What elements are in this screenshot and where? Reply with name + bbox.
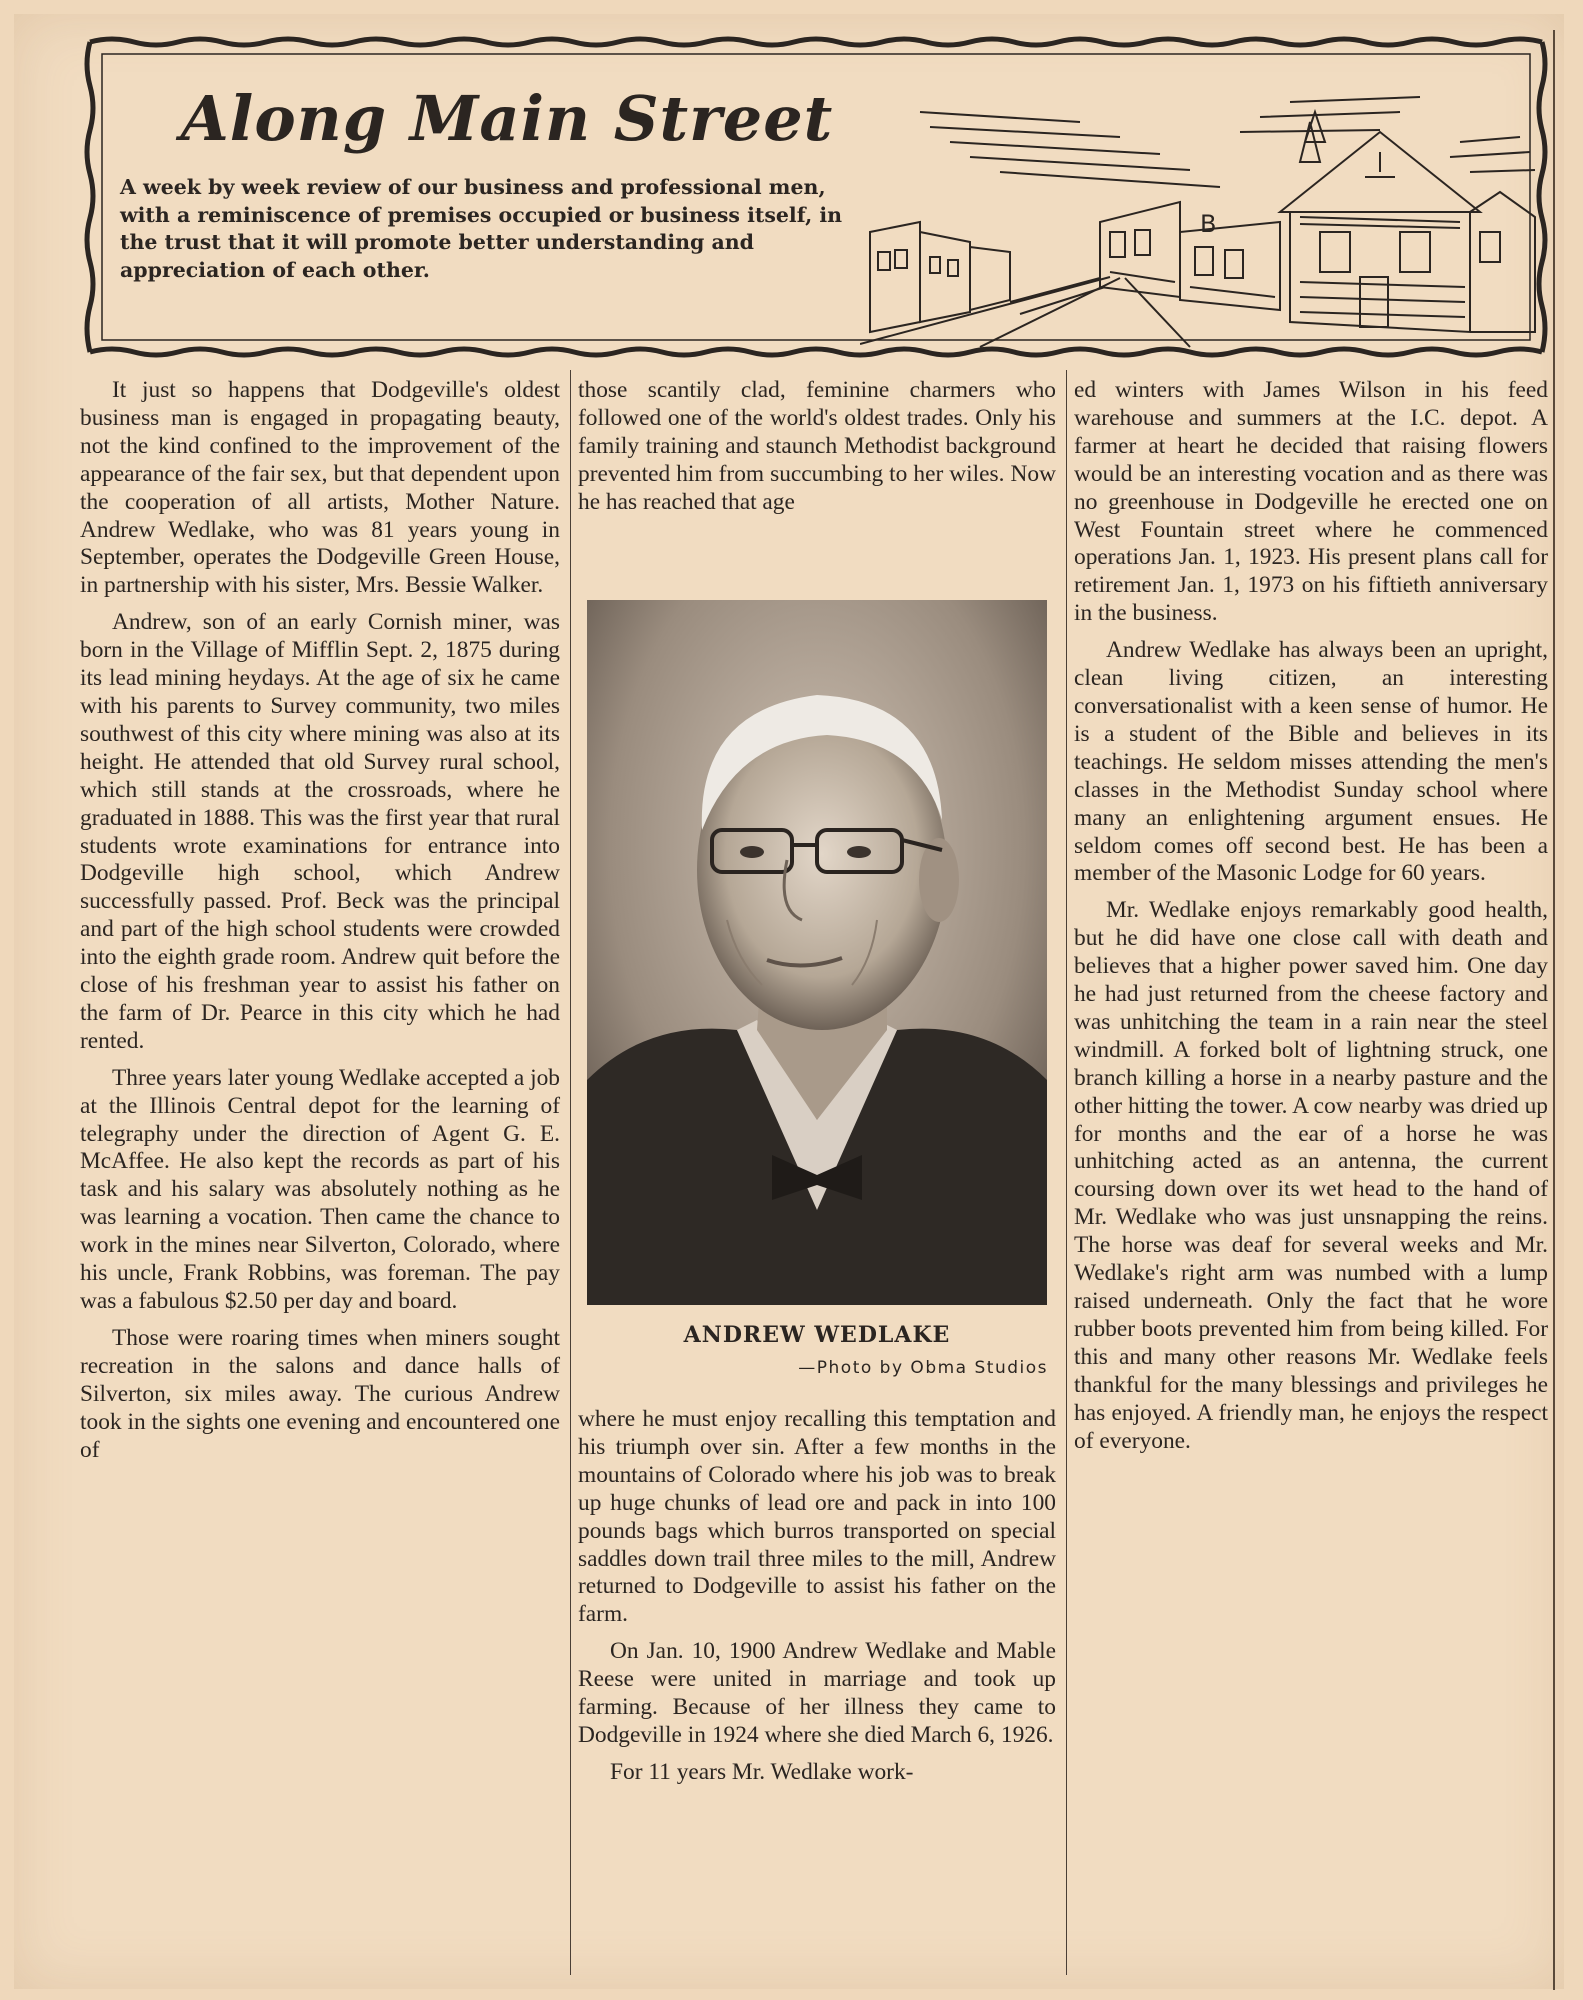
paragraph: On Jan. 10, 1900 Andrew Wedlake and Mable Reese were united in marriage and took up farming. Because of her illness they came to Dodgeville in 1924 where she died March 6, 1926. — [578, 1638, 1056, 1748]
paragraph: Andrew, son of an early Cornish miner, was born in the Village of Mifflin Sept. 2, 1875 during its lead mining heydays. At the age of six he came with his parents to Survey community, two miles southwest of this city where mining was also at its height. He attended that old Survey rural school, which still stands at the crossroads, where he graduated in 1888. This was the first year that rural students wrote examinations for entrance into Dodgeville high school, which Andrew successfully passed. Prof. Beck was the principal and part of the high school students were crowded into the eighth grade room. Andrew quit before the close of his freshman year to assist his father on the farm of Dr. Pearce in this city which he had rented. — [80, 609, 560, 1054]
paragraph: Those were roaring times when miners sought recreation in the salons and dance halls of Silverton, six miles away. The curious Andrew took in the sights one evening and encountered one of — [80, 1324, 560, 1463]
main-street-buildings-sketch-icon — [860, 82, 1540, 352]
article-column-2-bottom — [578, 1406, 1056, 1796]
masthead-box — [82, 34, 1552, 364]
paragraph: Andrew Wedlake has always been an upright, clean living citizen, an interesting conversationalist with a keen sense of humor. He is a student of the Bible and believes in its teachings. He seldom misses attending the men's classes in the Methodist Sunday school where many an enlightening argument ensues. He seldom comes off second best. He has been a member of the Masonic Lodge for 60 years. — [1074, 637, 1548, 887]
column-rule-1 — [570, 370, 571, 1975]
column-rule-2 — [1066, 370, 1067, 1975]
portrait-photo — [587, 600, 1047, 1305]
masthead-subtitle: A week by week review of our business and professional men, with a reminiscence of premises occupied or business itself, in the trust that it will promote better understanding and appreciation of each other. — [120, 175, 843, 282]
paragraph: For 11 years Mr. Wedlake work- — [610, 1758, 914, 1785]
masthead-title: Along Main Street — [180, 82, 834, 155]
paragraph: where he must enjoy recalling this temptation and his triumph over sin. After a few months in the mountains of Colorado where his job was to break up huge chunks of lead ore and pack in into 100 pounds bags which burros transported on special saddles down trail three miles to the mill, Andrew returned to Dodgeville to assist his father on the farm. — [578, 1406, 1056, 1628]
paragraph: Mr. Wedlake enjoys remarkably good health, but he did have one close call with death and believes that a higher power saved him. One day he had just returned from the cheese factory and was unhitching the team in a rain near the steel windmill. A forked bolt of lightning struck, one branch killing a horse in a nearby pasture and the other hitting the tower. A cow nearby was dried up for months and the ear of a horse he was unhitching acted as an antenna, the current coursing down over its wet head to the hand of Mr. Wedlake who was just unsnapping the reins. The horse was deaf for several weeks and Mr. Wedlake's right arm was numbed with a lump raised underneath. Only the fact that he wore rubber boots prevented him from being killed. For this and many other reasons Mr. Wedlake feels thankful for the many blessings and privileges he has enjoyed. A friendly man, he enjoys the respect of everyone. — [1074, 897, 1548, 1454]
paragraph: It just so happens that Dodgeville's oldest business man is engaged in propagating beauty, not the kind confined to the improvement of the appearance of the fair sex, but that dependent upon the cooperation of all artists, Mother Nature. Andrew Wedlake, who was 81 years young in September, operates the Dodgeville Green House, in partnership with his sister, Mrs. Bessie Walker. — [80, 377, 560, 599]
paragraph: ed winters with James Wilson in his feed warehouse and summers at the I.C. depot. A farmer at heart he decided that raising flowers would be an interesting vocation and as there was no greenhouse in Dodgeville he erected one on West Fountain street where he commenced operations Jan. 1, 1923. His present plans call for retirement Jan. 1, 1973 on his fiftieth anniversary in the business. — [1074, 377, 1548, 627]
svg-text:B: B — [1200, 210, 1217, 238]
article-column-2-top — [578, 377, 1056, 526]
article-column-3 — [1074, 377, 1548, 1464]
page-edge-strip — [1553, 30, 1567, 1990]
article-column-1 — [80, 377, 560, 1473]
photo-credit: —Photo by Obma Studios — [798, 1358, 1048, 1378]
photo-caption: ANDREW WEDLAKE — [683, 1322, 951, 1348]
paragraph: those scantily clad, feminine charmers who followed one of the world's oldest trades. Only his family training and staunch Methodist background prevented him from succumbing to her wiles. Now he has reached that age — [578, 377, 1056, 515]
paragraph: Three years later young Wedlake accepted a job at the Illinois Central depot for the learning of telegraphy under the direction of Agent G. E. McAffee. He also kept the records as part of his task and his salary was absolutely nothing as he was learning a vocation. Then came the chance to work in the mines near Silverton, Colorado, where his uncle, Frank Robbins, was foreman. The pay was a fabulous $2.50 per day and board. — [80, 1064, 560, 1314]
